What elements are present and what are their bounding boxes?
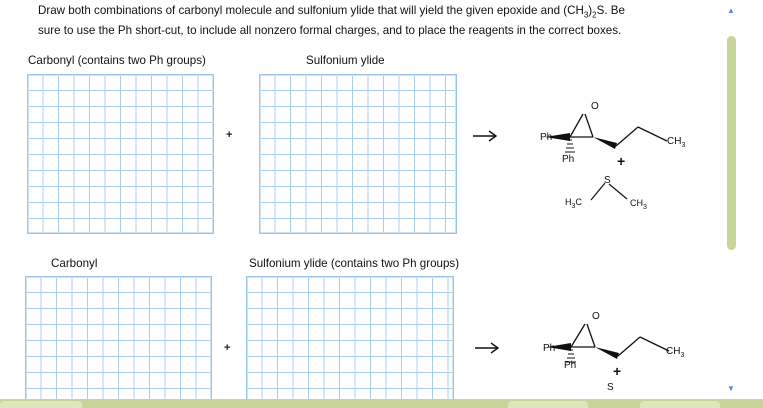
ch3-label-2: $CH_3$	[666, 346, 685, 359]
carbonyl-label-2: Carbonyl	[51, 257, 98, 270]
plus-sign-2: +	[224, 342, 231, 354]
scroll-down-icon[interactable]: ▼	[727, 384, 735, 393]
reaction-arrow-icon-2	[475, 341, 501, 355]
plus-sign-1: +	[226, 129, 233, 141]
ch3-label-1: $CH_3$	[667, 136, 686, 149]
oxygen-label-2: O	[592, 311, 600, 322]
instructions-text	[38, 3, 718, 39]
scrollbar-thumb[interactable]	[727, 36, 736, 250]
bottom-tab-right[interactable]	[640, 401, 720, 408]
h3c-label-1: $H_3C$	[565, 197, 582, 210]
ch3-dms-label-1: $CH_3$	[630, 198, 647, 211]
plus-sign-product-1: +	[617, 153, 626, 169]
carbonyl-drawing-box-1[interactable]	[27, 74, 214, 234]
reaction-arrow-icon-1	[473, 129, 499, 143]
sulfur-label-2: S	[607, 382, 614, 393]
ylide-drawing-box-2[interactable]	[246, 276, 454, 402]
ph-bottom-label-1: Ph	[562, 154, 575, 165]
carbonyl-label-1: Carbonyl (contains two Ph groups)	[28, 54, 206, 67]
oxygen-label-1: O	[591, 101, 599, 112]
ph-top-label-1: Ph	[540, 132, 553, 143]
scroll-up-icon[interactable]: ▲	[727, 6, 735, 15]
bottom-tab-middle[interactable]	[508, 401, 588, 408]
ph-top-label-2: Ph	[543, 343, 556, 354]
sulfur-label-1: S	[604, 175, 611, 186]
instructions-line2: sure to use the Ph short-cut, to include all nonzero formal charges, and to place the reagents in the correct boxes.	[38, 24, 622, 38]
instructions-line1: Draw both combinations of carbonyl molecule and sulfonium ylide that will yield the given epoxide and $(CH_3)_2S$. Be	[38, 4, 625, 20]
ylide-label-2: Sulfonium ylide (contains two Ph groups)	[249, 257, 460, 270]
plus-sign-product-2: +	[613, 363, 622, 379]
carbonyl-drawing-box-2[interactable]	[25, 276, 212, 402]
ylide-drawing-box-1[interactable]	[259, 74, 457, 234]
bottom-tab-left[interactable]	[0, 401, 82, 408]
ylide-label-1: Sulfonium ylide	[306, 54, 385, 67]
ph-bottom-label-2: Ph	[564, 360, 577, 371]
epoxide-product-2	[535, 306, 715, 396]
